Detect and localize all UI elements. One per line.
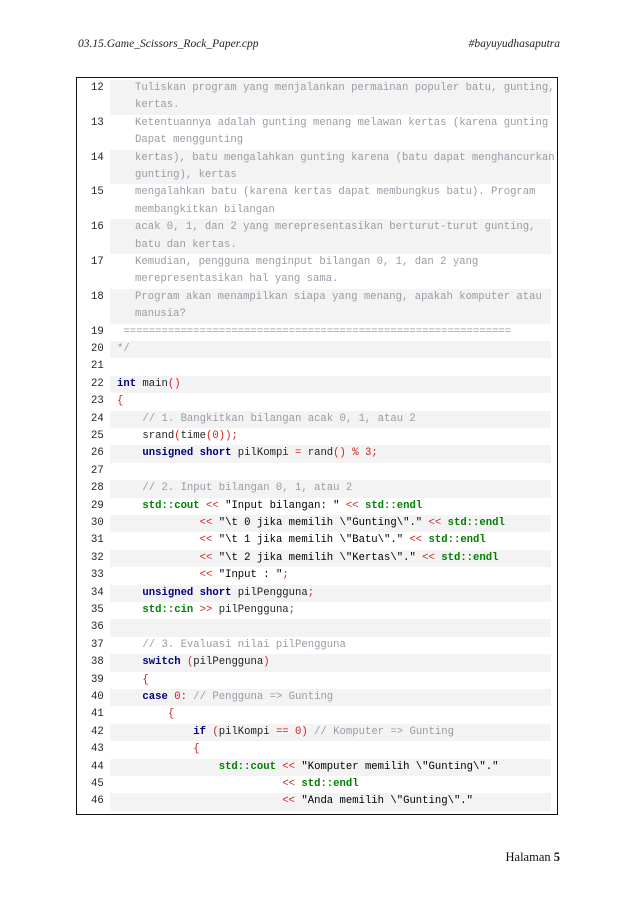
line-code: mengalahkan batu (karena kertas dapat membungkus batu). Program membangkitkan bilangan — [135, 186, 536, 216]
line-number: 39 — [91, 673, 104, 686]
line-code: << "Input : "; — [199, 569, 289, 582]
line-number: 46 — [91, 795, 104, 808]
line-code: // 1. Bangkitkan bilangan acak 0, 1, atau 2 — [117, 412, 416, 425]
line-number: 43 — [91, 743, 104, 756]
line-number: 42 — [91, 725, 104, 738]
line-number: 17 — [91, 256, 104, 268]
line-number: 41 — [91, 708, 104, 721]
line-number: 44 — [91, 760, 104, 773]
line-code: ============================================================= — [117, 325, 512, 338]
line-code: << "\t 0 jika memilih \"Gunting\"." << std::endl — [199, 517, 505, 529]
line-code: Tuliskan program yang menjalankan permainan populer batu, gunting, kertas. — [135, 82, 555, 112]
row-shade — [110, 341, 551, 358]
line-number: 18 — [91, 290, 104, 303]
code-listing — [76, 77, 558, 815]
document-author: #bayuyudhasaputra — [468, 38, 560, 50]
line-code: << "\t 1 jika memilih \"Batu\"." << std::endl — [199, 534, 486, 547]
line-code: { — [117, 708, 175, 721]
line-number: 19 — [91, 325, 104, 338]
line-code: { — [117, 743, 200, 756]
line-number: 26 — [91, 447, 104, 460]
line-code: int main() — [117, 377, 181, 390]
document-filename: 03.15.Game_Scissors_Rock_Paper.cpp — [78, 38, 259, 50]
line-code: case 0: // Pengguna => Gunting — [117, 691, 334, 703]
row-shade — [110, 619, 551, 636]
line-code: << "Anda memilih \"Gunting\"." — [282, 795, 474, 808]
line-number: 31 — [91, 534, 104, 547]
line-number: 40 — [91, 691, 104, 703]
line-code: if (pilKompi == 0) // Komputer => Gunting — [117, 725, 454, 738]
page-label: Halaman — [505, 850, 551, 864]
line-number: 38 — [91, 656, 104, 669]
line-code: unsigned short pilPengguna; — [117, 586, 315, 599]
line-number: 21 — [91, 360, 104, 373]
line-number: 15 — [91, 186, 104, 199]
line-number: 30 — [91, 517, 104, 529]
line-number: 14 — [91, 151, 104, 164]
line-code: srand(time(0)); — [117, 430, 238, 442]
line-code: kertas), batu mengalahkan gunting karena (batu dapat menghancurkan gunting), kertas — [135, 151, 555, 181]
line-code: Program akan menampilkan siapa yang menang, apakah komputer atau manusia? — [135, 290, 542, 321]
line-number: 45 — [91, 778, 104, 790]
line-number: 24 — [91, 412, 104, 425]
line-code: { — [117, 673, 149, 686]
line-code: */ — [117, 343, 130, 355]
line-number: 37 — [91, 638, 104, 651]
line-code: Kemudian, pengguna menginput bilangan 0, 1, dan 2 yang merepresentasikan hal yang sama. — [135, 256, 479, 286]
page-number: 5 — [553, 850, 560, 864]
line-number: 27 — [91, 464, 104, 477]
line-code: << std::endl — [282, 778, 359, 790]
line-code: std::cout << "Input bilangan: " << std::endl — [117, 499, 423, 512]
line-code: unsigned short pilKompi = rand() % 3; — [117, 447, 378, 460]
line-number: 33 — [91, 569, 104, 582]
line-number: 13 — [91, 116, 104, 129]
line-number: 35 — [91, 604, 104, 616]
line-code: // 2. Input bilangan 0, 1, atau 2 — [117, 482, 353, 495]
line-code: acak 0, 1, dan 2 yang merepresentasikan berturut-turut gunting, batu dan kertas. — [135, 221, 536, 251]
line-number: 29 — [91, 499, 104, 512]
line-code: std::cout << "Komputer memilih \"Gunting\"." — [117, 760, 499, 773]
line-number: 20 — [91, 343, 104, 355]
line-code: // 3. Evaluasi nilai pilPengguna — [117, 638, 346, 651]
page-footer — [506, 850, 561, 865]
line-number: 25 — [91, 430, 104, 442]
line-number: 12 — [91, 82, 104, 94]
line-code: switch (pilPengguna) — [117, 656, 270, 669]
line-code: { — [117, 395, 124, 408]
line-number: 36 — [91, 621, 104, 634]
line-code: Ketentuannya adalah gunting menang melawan kertas (karena gunting Dapat menggunting — [135, 116, 549, 147]
line-number: 28 — [91, 482, 104, 495]
line-number: 22 — [91, 377, 104, 390]
line-number: 16 — [91, 221, 104, 234]
line-code: << "\t 2 jika memilih \"Kertas\"." << std::endl — [199, 551, 499, 564]
line-code: std::cin >> pilPengguna; — [117, 604, 296, 616]
line-number: 34 — [91, 586, 104, 599]
line-number: 23 — [91, 395, 104, 408]
line-number: 32 — [91, 551, 104, 564]
